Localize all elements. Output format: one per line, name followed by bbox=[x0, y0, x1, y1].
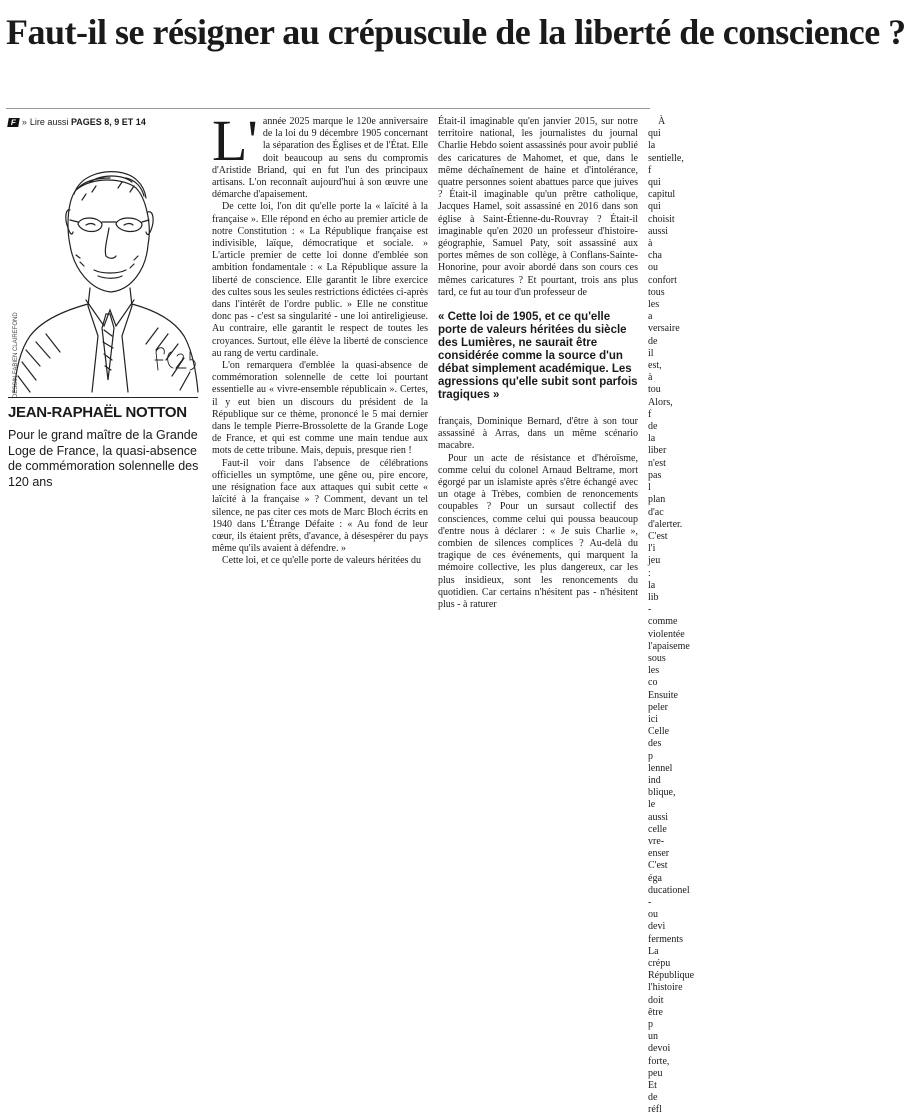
paragraph: Était-il imaginable qu'en janvier 2015, sur notre territoire national, les journalistes du journal Charlie Hebdo soient assassinés pour avoir publié des caricatures de Mahomet, et que, dans le même déchaînement de haine et d'intolérance, quatre personnes soient abattues parce que juives ? Était-il imaginable qu'un prêtre catholique, Jacques Hamel, soit assassiné en 2016 dans son église à Saint-Étienne-du-Rouvray ? Était-il imaginable qu'en 2020 un professeur d'histoire-géographie, Samuel Paty, soit assassiné aux portes mêmes de son collège, à Conflans-Sainte-Honorine, pour avoir abordé dans son cours ces mêmes caricatures ? Et pourtant, trois ans plus tard, ce fut au tour d'un professeur de bbox=[438, 116, 638, 298]
paragraph: Faut-il voir dans l'absence de célébrations officielles un symptôme, une gêne ou, pire encore, une résignation face aux attaques qui subit cette « laïcité à la française » ? Comment, devant un tel silence, ne pas citer ces mots de Marc Bloch écrits en 1940 dans L'Étrange Défaite : « Au fond de leur cœur, ils étaient prêts, d'avance, à désespérer du pays même qu'ils avaient à défendre. » bbox=[212, 457, 428, 555]
lire-aussi-label: Lire aussi bbox=[29, 117, 69, 127]
article-column-2 bbox=[438, 116, 638, 611]
article-column-3-clipped bbox=[648, 116, 695, 1117]
author-name: JEAN-RAPHAËL NOTTON bbox=[8, 397, 198, 421]
lire-aussi-pages: PAGES 8, 9 ET 14 bbox=[70, 117, 146, 127]
arrow-right-icon: » bbox=[21, 117, 27, 127]
pull-quote: « Cette loi de 1905, et ce qu'elle porte de valeurs héritées du siècle des Lumières, ne saurait être considérée comme la source d'un débat simplement académique. Les agressions qu'elle subit sont parfois tragiques » bbox=[438, 311, 638, 402]
illustration-credit: DESSIN FABIEN CLAIREFOND bbox=[13, 312, 19, 398]
paragraph: Cette loi, et ce qu'elle porte de valeurs héritées du bbox=[222, 555, 421, 567]
paragraph: année 2025 marque le 120e anniversaire de la loi du 9 décembre 1905 concernant la séparation des Églises et de l'État. Elle doit beaucoup au sens du compromis d'Aristide Briand, qui en fut l'un des principaux artisans. L'on reconnaît aujourd'hui à son œuvre une démarche d'apaisement. bbox=[212, 116, 428, 201]
article-column-1 bbox=[212, 108, 428, 568]
header-divider bbox=[6, 108, 650, 109]
le-figaro-logo-icon: F bbox=[7, 118, 19, 127]
paragraph: À qui la sentielle, f qui capitul qui choisit aussi à cha ou confort tous les a versaire de il est, à tou Alors, f de la liber n'est pas l plan d'ac d'alerter. C'est l'i jeu : la lib - comme violentée l'apaiseme sous les co Ensuite peler ici Celle des p lennel ind blique, le aussi celle vre-enser C'est éga ducationel - ou devi ferments La crépu République l'histoire doit être p un devoi forte, peu Et de réfl bbox=[648, 116, 695, 1116]
drop-cap: L' bbox=[212, 108, 258, 173]
paragraph: De cette loi, l'on dit qu'elle porte la « laïcité à la française ». Elle répond en écho au premier article de notre Constitution : « La République française est indivisible, laïque, démocratique et sociale. » L'article premier de cette loi donne d'emblée son ambition fondamentale : « La République assure la liberté de conscience. Elle garantit le libre exercice des cultes sous les seules restrictions édictées ci-après dans l'intérêt de l'ordre public. » Elle ne constitue donc pas - c'est sa singularité - une loi antireligieuse. Au contraire, elle garantit le respect de toutes les croyances. Surtout, elle élève la liberté de conscience au rang de vertu cardinale. bbox=[212, 201, 428, 359]
author-portrait-drawing bbox=[6, 130, 198, 392]
paragraph: français, Dominique Bernard, d'être à son tour assassiné à Arras, dans un même scénario macabre. bbox=[438, 416, 638, 452]
paragraph: L'on remarquera d'emblée la quasi-absence de commémoration solennelle de cette loi pourtant essentielle au « vivre-ensemble républicain ». Certes, il y eut bien un discours du président de la République sur ce thème, prononcé le 5 mai dernier dans le temple Pierre-Brossolette de la Grande Loge de France, et qui est comme une main tendue aux mots de cette tribune. Mais, depuis, presque rien ! bbox=[212, 360, 428, 457]
paragraph: Pour un acte de résistance et d'héroïsme, comme celui du colonel Arnaud Beltrame, mort égorgé par un islamiste après s'être échangé avec un otage à Trèbes, combien de renoncements coupables ? Pour un sursaut collectif des consciences, comme celui qui poussa beaucoup d'entre nous à déclarer : « Je suis Charlie », combien de silences complices ? Au-delà du tragique de ces événements, qui marquent la mémoire collective, les plus dangereux, car les plus insidieux, sont les renoncements du quotidien. Car certains n'hésitent pas - n'hésitent plus - à raturer bbox=[438, 452, 638, 611]
artist-signature bbox=[155, 348, 195, 370]
lire-aussi-reference[interactable] bbox=[8, 117, 146, 127]
article-headline: Faut-il se résigner au crépuscule de la liberté de conscience ? bbox=[6, 12, 906, 52]
article-standfirst: Pour le grand maître de la Grande Loge de France, la quasi-absence de commémoration solennelle des 120 ans bbox=[8, 428, 199, 489]
